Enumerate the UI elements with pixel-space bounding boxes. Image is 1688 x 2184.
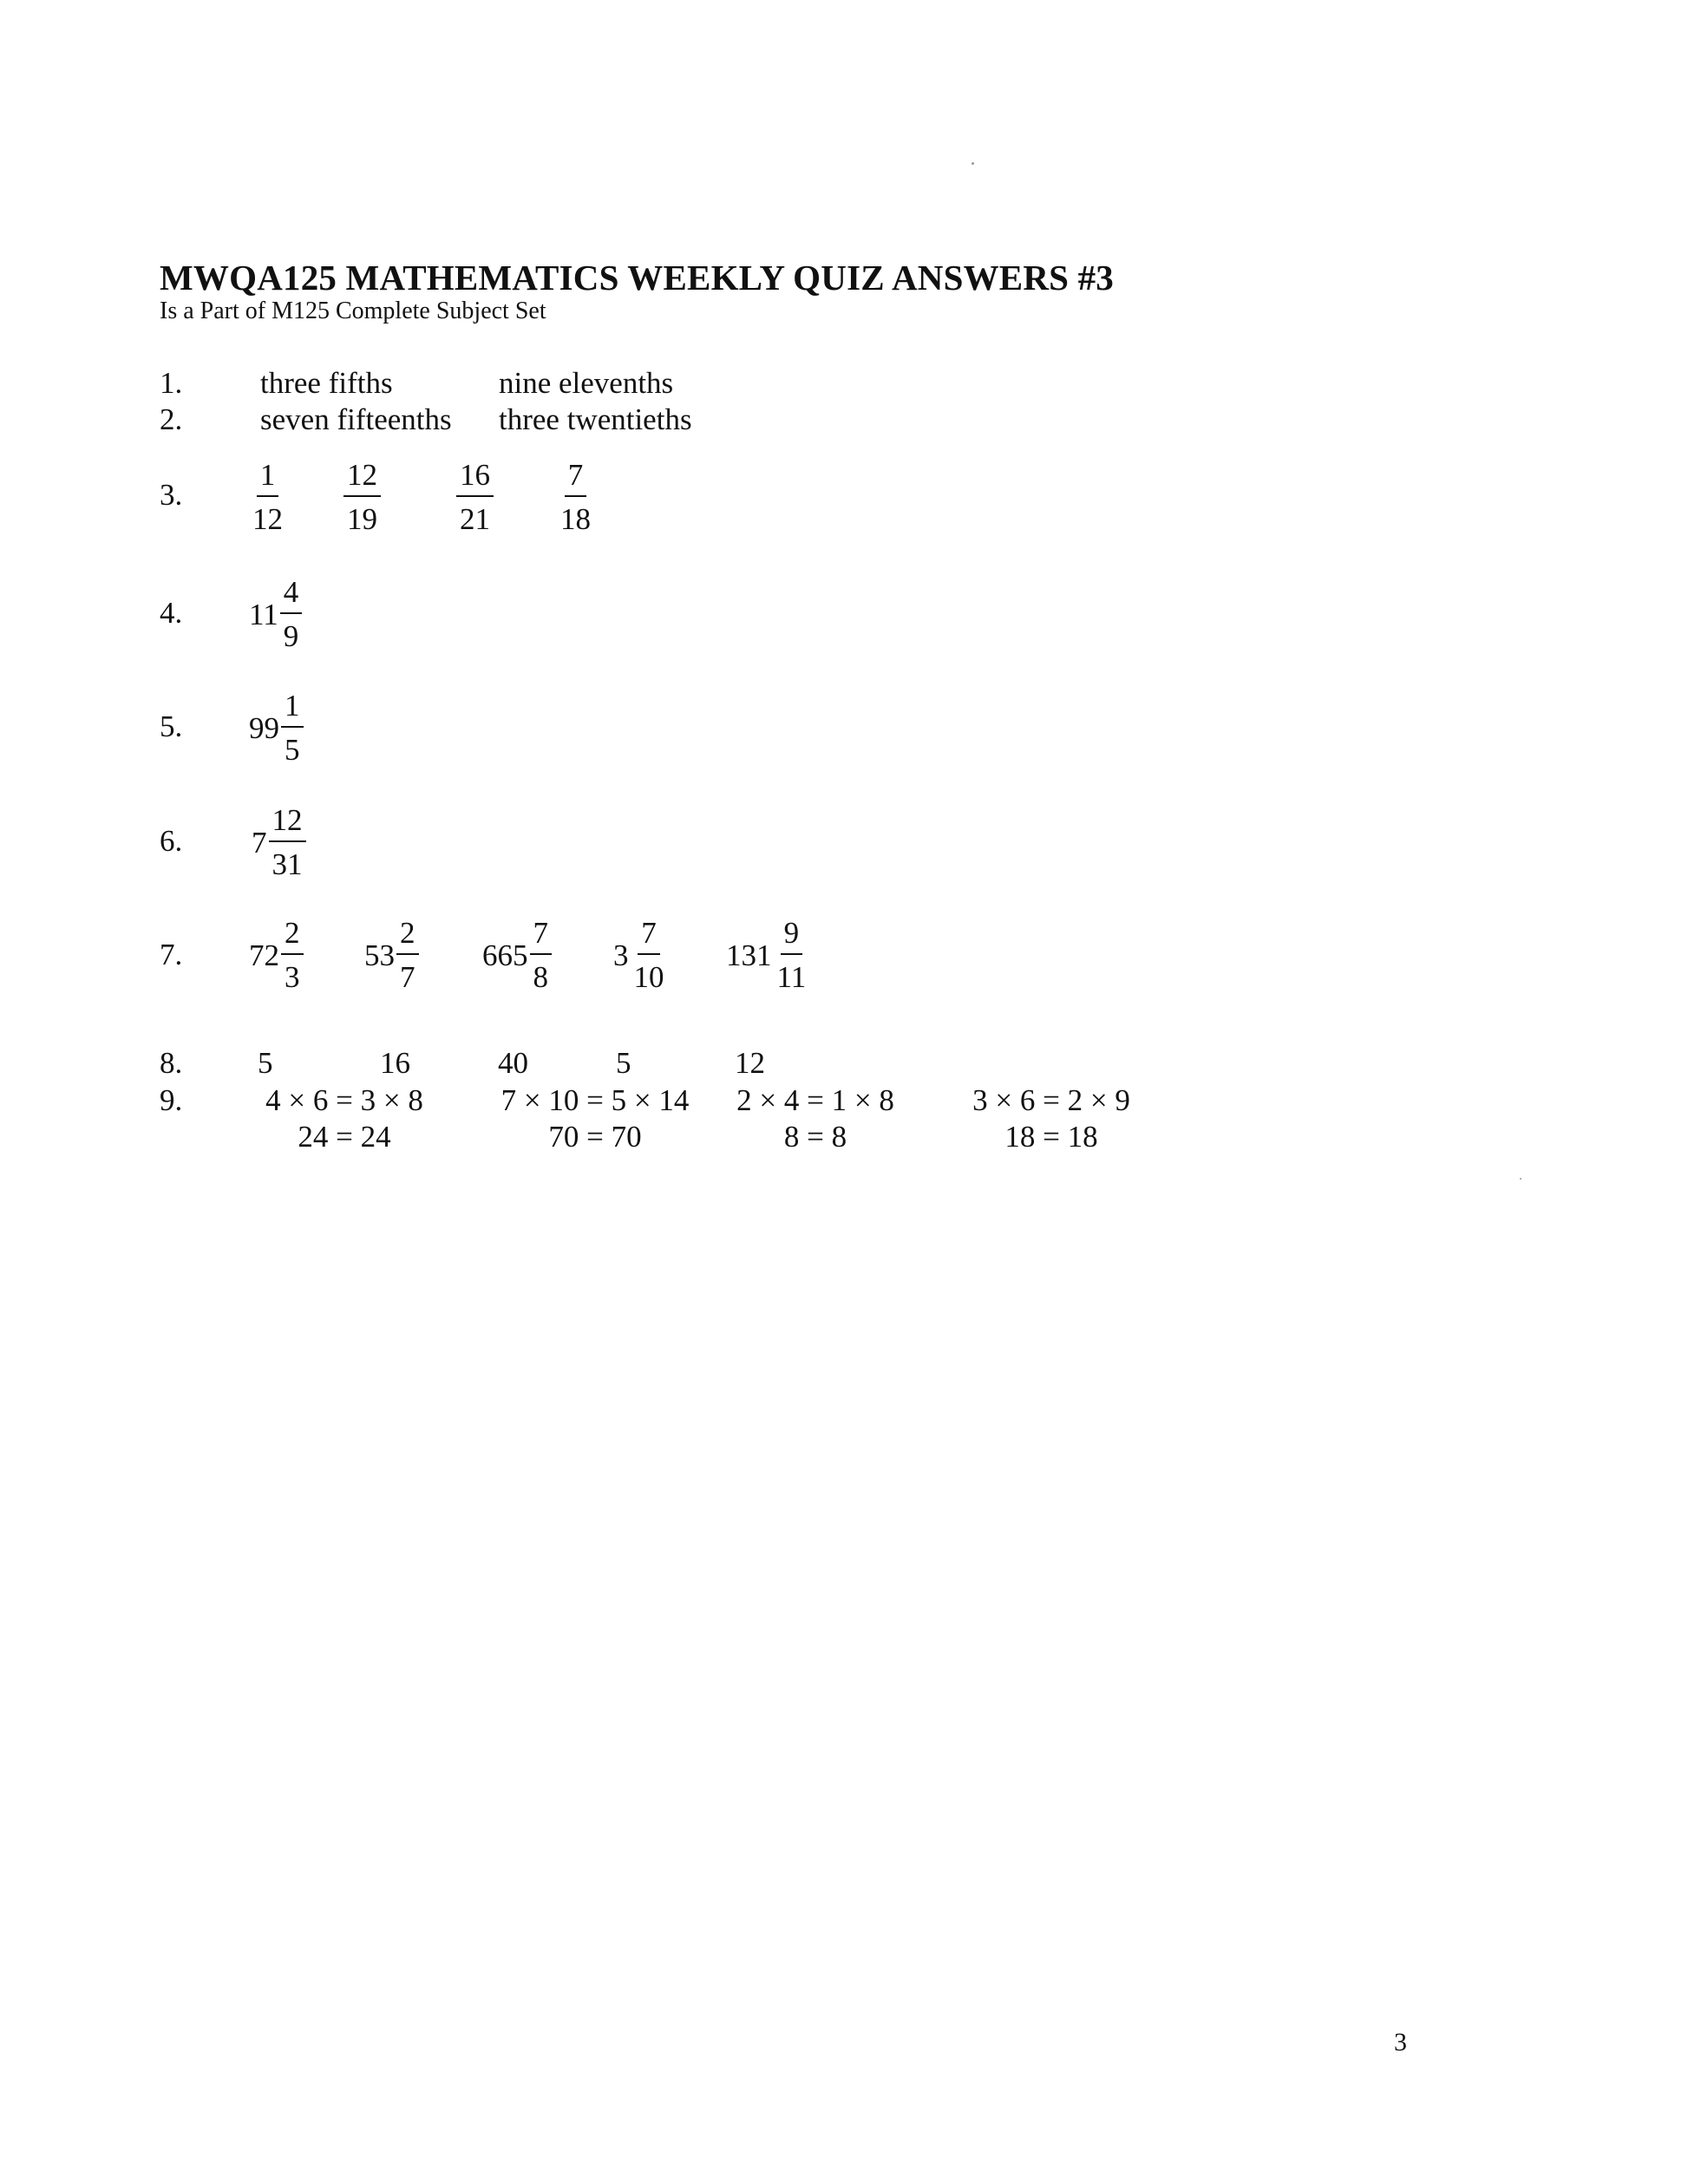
denominator: 31 <box>272 847 303 881</box>
fraction-3c <box>456 460 494 534</box>
denominator: 12 <box>252 502 283 536</box>
fraction-3a <box>249 460 286 534</box>
numerator: 2 <box>396 918 419 955</box>
numerator: 7 <box>638 918 660 955</box>
numerator: 7 <box>565 460 587 497</box>
equation-9d: 3 × 6 = 2 × 9 <box>972 1083 1130 1117</box>
denominator: 18 <box>560 502 591 536</box>
numerator: 1 <box>257 460 279 497</box>
result-9a: 24 = 24 <box>298 1120 391 1154</box>
mixed-number-6 <box>252 805 306 879</box>
denominator: 19 <box>347 502 377 536</box>
whole: 131 <box>726 938 772 972</box>
question-number-3: 3. <box>160 478 183 512</box>
question-number-1: 1. <box>160 366 183 400</box>
answer-8c: 40 <box>498 1046 528 1080</box>
answer-8d: 5 <box>616 1046 631 1080</box>
answer-1a: three fifths <box>260 366 393 400</box>
scan-speck <box>972 162 974 165</box>
whole: 53 <box>364 938 395 972</box>
numerator: 4 <box>280 577 303 614</box>
numerator: 12 <box>343 460 381 497</box>
answer-2a: seven fifteenths <box>260 402 452 436</box>
denominator: 10 <box>633 960 664 994</box>
mixed-number-7b <box>364 918 419 992</box>
whole: 99 <box>249 710 279 745</box>
numerator: 12 <box>269 805 306 842</box>
fraction-3d <box>557 460 594 534</box>
numerator: 9 <box>781 918 803 955</box>
mixed-number-5 <box>249 690 304 765</box>
page-title: MWQA125 MATHEMATICS WEEKLY QUIZ ANSWERS #3 <box>160 258 1115 298</box>
question-number-2: 2. <box>160 402 183 436</box>
denominator: 8 <box>533 960 548 994</box>
question-number-8: 8. <box>160 1046 183 1080</box>
equation-9b: 7 × 10 = 5 × 14 <box>501 1083 690 1117</box>
answer-2b: three twentieths <box>499 402 692 436</box>
denominator: 7 <box>400 960 415 994</box>
scan-speck <box>1520 1178 1521 1180</box>
denominator: 5 <box>285 733 300 767</box>
equation-9c: 2 × 4 = 1 × 8 <box>736 1083 894 1117</box>
result-9c: 8 = 8 <box>783 1120 847 1154</box>
question-number-4: 4. <box>160 596 183 630</box>
denominator: 3 <box>285 960 300 994</box>
denominator: 9 <box>283 619 299 653</box>
whole: 72 <box>249 938 279 972</box>
fraction-3b <box>343 460 381 534</box>
question-number-6: 6. <box>160 824 183 858</box>
page-number: 3 <box>1394 2028 1407 2056</box>
mixed-number-7d <box>613 918 668 992</box>
result-9d: 18 = 18 <box>1004 1120 1098 1154</box>
question-number-7: 7. <box>160 938 183 971</box>
whole: 3 <box>613 938 629 972</box>
whole: 665 <box>482 938 528 972</box>
numerator: 7 <box>530 918 553 955</box>
page-subtitle: Is a Part of M125 Complete Subject Set <box>160 298 546 324</box>
result-9b: 70 = 70 <box>548 1120 642 1154</box>
mixed-number-7e <box>726 918 809 992</box>
denominator: 11 <box>776 960 807 994</box>
denominator: 21 <box>460 502 490 536</box>
mixed-number-7a <box>249 918 304 992</box>
whole: 7 <box>252 825 267 860</box>
mixed-number-4 <box>249 577 302 651</box>
answer-1b: nine elevenths <box>499 366 674 400</box>
question-number-9: 9. <box>160 1083 183 1117</box>
numerator: 16 <box>456 460 494 497</box>
whole: 11 <box>249 597 278 631</box>
question-number-5: 5. <box>160 709 183 743</box>
answer-8a: 5 <box>258 1046 273 1080</box>
numerator: 1 <box>281 690 304 728</box>
answer-8e: 12 <box>735 1046 765 1080</box>
mixed-number-7c <box>482 918 552 992</box>
answer-8b: 16 <box>380 1046 410 1080</box>
equation-9a: 4 × 6 = 3 × 8 <box>265 1083 423 1117</box>
numerator: 2 <box>281 918 304 955</box>
